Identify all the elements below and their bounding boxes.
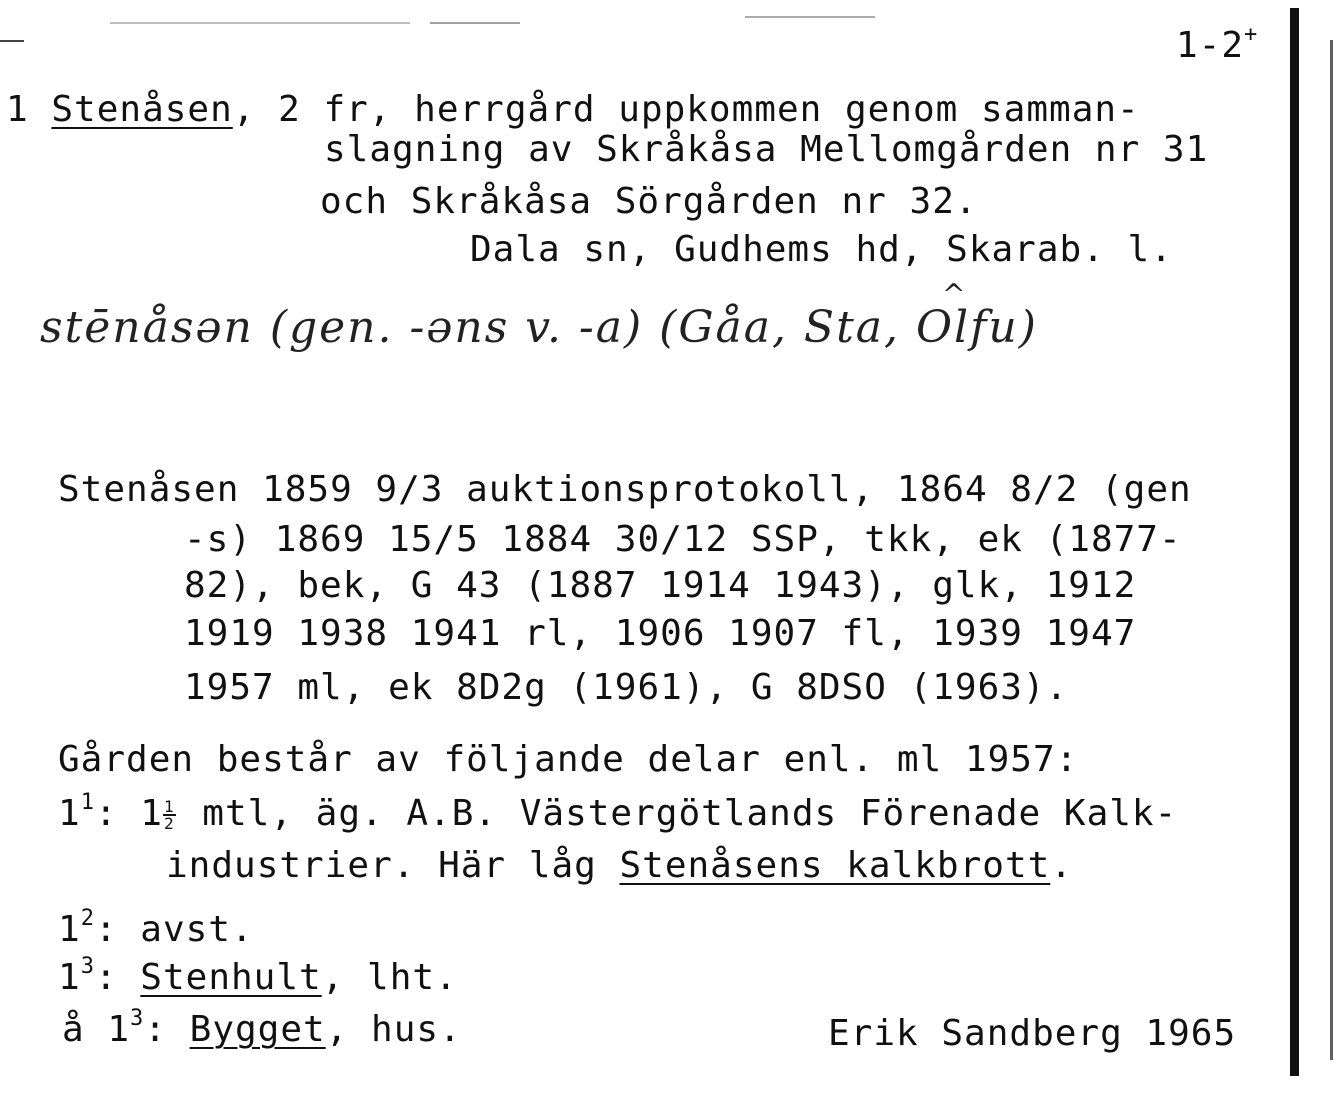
part-1-place-name: Stenåsens kalkbrott bbox=[619, 845, 1051, 886]
part-4-line bbox=[62, 1006, 462, 1050]
part-3-sep: : bbox=[94, 957, 141, 998]
card-ref-number bbox=[1176, 22, 1259, 66]
sources-line-3: 82), bek, G 43 (1887 1914 1943), glk, 1912 bbox=[184, 565, 1137, 606]
part-1-text-post: mtl, äg. A.B. Västergötlands Förenade Kalk- bbox=[179, 793, 1178, 834]
entry-number: 1 bbox=[6, 89, 29, 130]
entry-name: Stenåsen bbox=[51, 89, 233, 130]
sources-line-2: -s) 1869 15/5 1884 30/12 SSP, tkk, ek (1877- bbox=[184, 519, 1182, 560]
part-1-label-sup: 1 bbox=[80, 790, 95, 815]
scan-speck bbox=[430, 22, 520, 24]
ref-mark: + bbox=[1244, 22, 1259, 47]
part-1-colon: : bbox=[94, 793, 118, 834]
part-1-fraction bbox=[163, 799, 176, 831]
part-1-line-2-pre: industrier. Här låg bbox=[166, 845, 620, 886]
part-1-label: 1 bbox=[58, 793, 81, 834]
part-2-line bbox=[58, 906, 254, 950]
part-3-rest: , lht. bbox=[321, 957, 458, 998]
author-signature: Erik Sandberg 1965 bbox=[828, 1013, 1237, 1054]
part-1-line-2-post: . bbox=[1050, 845, 1073, 886]
part-1-line-1 bbox=[58, 790, 1178, 834]
part-2-label: 1 bbox=[58, 909, 81, 950]
part-3-place-name: Stenhult bbox=[140, 957, 322, 998]
handwritten-pronunciation: stēnåsən (gen. -əns v. -a) (Gåa, Sta, Olfu) bbox=[40, 302, 1038, 353]
entry-description-3: och Skråkåsa Sörgården nr 32. bbox=[320, 181, 978, 222]
sources-line-5: 1957 ml, ek 8D2g (1961), G 8DSO (1963). bbox=[184, 667, 1069, 708]
part-1-line-2 bbox=[166, 846, 1073, 886]
part-3-line bbox=[58, 954, 458, 998]
ref-number-text: 1-2 bbox=[1176, 25, 1245, 66]
fraction-numerator: 1 bbox=[163, 797, 175, 816]
sources-line-4: 1919 1938 1941 rl, 1906 1907 fl, 1939 1947 bbox=[184, 613, 1137, 654]
part-1-text-pre: 1 bbox=[117, 793, 163, 834]
part-3-label: 1 bbox=[58, 957, 81, 998]
part-4-rest: , hus. bbox=[325, 1009, 462, 1050]
entry-description-1: , 2 fr, herrgård uppkommen genom samman- bbox=[232, 89, 1140, 130]
entry-location: Dala sn, Gudhems hd, Skarab. l. bbox=[470, 229, 1173, 270]
part-4-sep: : bbox=[144, 1009, 190, 1050]
handwriting-caret: ^ bbox=[942, 278, 966, 311]
sources-line-1: Stenåsen 1859 9/3 auktionsprotokoll, 1864 8/2 (gen bbox=[58, 469, 1192, 510]
scan-speck bbox=[110, 22, 410, 24]
card-edge-shadow bbox=[1330, 40, 1333, 1060]
parts-intro: Gården består av följande delar enl. ml 1957: bbox=[58, 739, 1079, 780]
fraction-denominator: 2 bbox=[163, 814, 175, 833]
card-edge-rule bbox=[1290, 8, 1299, 1076]
entry-heading bbox=[6, 90, 1140, 130]
scan-speck bbox=[745, 16, 875, 18]
part-2-label-sup: 2 bbox=[80, 906, 95, 931]
entry-description-2: slagning av Skråkåsa Mellomgården nr 31 bbox=[324, 129, 1209, 170]
part-3-label-sup: 3 bbox=[80, 954, 95, 979]
part-4-prefix: å 1 bbox=[62, 1009, 131, 1050]
part-4-place-name: Bygget bbox=[189, 1009, 326, 1050]
part-4-label-sup: 3 bbox=[130, 1006, 145, 1031]
part-2-text: : avst. bbox=[94, 909, 254, 950]
scan-speck bbox=[0, 40, 24, 42]
